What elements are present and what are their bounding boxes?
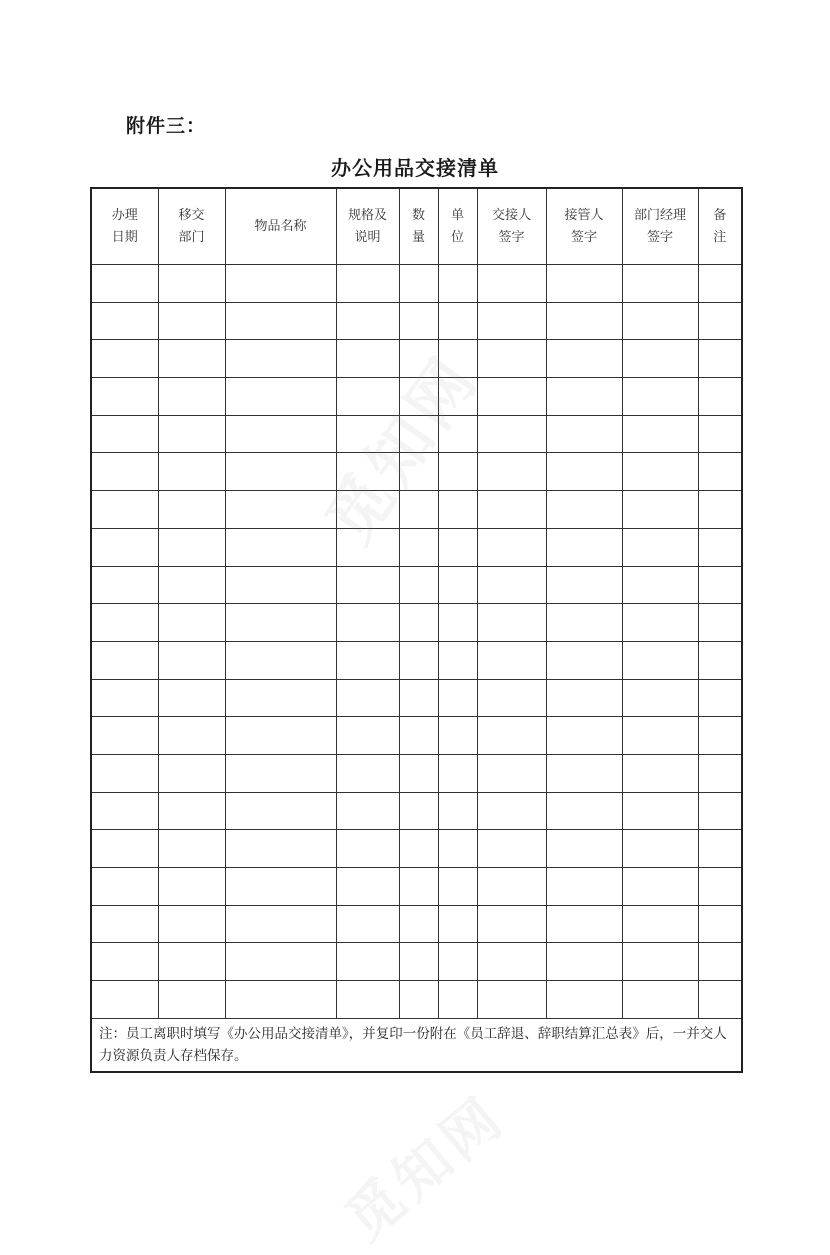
table-cell[interactable] (698, 830, 742, 868)
table-cell[interactable] (622, 981, 698, 1019)
table-row (91, 453, 742, 491)
column-header: 部门经理 签字 (622, 188, 698, 265)
table-cell[interactable] (225, 754, 336, 792)
table-cell[interactable] (399, 943, 438, 981)
table-row (91, 679, 742, 717)
table-cell[interactable] (622, 792, 698, 830)
table-cell[interactable] (225, 604, 336, 642)
table-cell[interactable] (225, 641, 336, 679)
table-cell[interactable] (336, 566, 399, 604)
table-cell[interactable] (399, 679, 438, 717)
table-cell[interactable] (225, 905, 336, 943)
table-cell[interactable] (622, 340, 698, 378)
table-cell[interactable] (438, 340, 477, 378)
table-cell[interactable] (399, 868, 438, 906)
table-row (91, 604, 742, 642)
table-cell[interactable] (698, 302, 742, 340)
table-cell[interactable] (225, 981, 336, 1019)
table-cell[interactable] (336, 981, 399, 1019)
table-row (91, 754, 742, 792)
table-cell[interactable] (438, 830, 477, 868)
table-cell[interactable] (225, 265, 336, 303)
table-cell[interactable] (438, 378, 477, 416)
table-cell[interactable] (225, 378, 336, 416)
table-cell[interactable] (698, 981, 742, 1019)
table-cell[interactable] (546, 868, 622, 906)
handover-table (90, 187, 743, 1073)
table-cell[interactable] (399, 717, 438, 755)
table-cell[interactable] (158, 340, 225, 378)
table-cell[interactable] (438, 604, 477, 642)
table-cell[interactable] (158, 868, 225, 906)
table-cell[interactable] (477, 679, 546, 717)
table-cell[interactable] (399, 604, 438, 642)
table-cell[interactable] (438, 943, 477, 981)
table-cell[interactable] (336, 830, 399, 868)
table-cell[interactable] (546, 830, 622, 868)
table-cell[interactable] (336, 453, 399, 491)
table-cell[interactable] (399, 302, 438, 340)
table-cell[interactable] (336, 528, 399, 566)
watermark-bottom: 觅知网 (333, 1083, 519, 1254)
table-cell[interactable] (336, 415, 399, 453)
table-cell[interactable] (622, 717, 698, 755)
table-cell[interactable] (91, 415, 158, 453)
table-cell[interactable] (225, 566, 336, 604)
table-cell[interactable] (399, 566, 438, 604)
table-cell[interactable] (622, 415, 698, 453)
table-cell[interactable] (698, 528, 742, 566)
table-cell[interactable] (546, 415, 622, 453)
table-cell[interactable] (622, 679, 698, 717)
table-cell[interactable] (91, 265, 158, 303)
table-cell[interactable] (546, 943, 622, 981)
table-cell[interactable] (336, 717, 399, 755)
column-header: 数 量 (399, 188, 438, 265)
table-cell[interactable] (546, 378, 622, 416)
table-cell[interactable] (477, 340, 546, 378)
table-cell[interactable] (622, 453, 698, 491)
table-cell[interactable] (336, 641, 399, 679)
table-cell[interactable] (91, 566, 158, 604)
table-row (91, 528, 742, 566)
table-cell[interactable] (546, 491, 622, 529)
column-header: 物品名称 (225, 188, 336, 265)
table-cell[interactable] (91, 453, 158, 491)
table-cell[interactable] (438, 754, 477, 792)
table-body (91, 265, 742, 1019)
table-cell[interactable] (336, 905, 399, 943)
table-cell[interactable] (225, 491, 336, 529)
table-cell[interactable] (698, 453, 742, 491)
footnote: 注：员工离职时填写《办公用品交接清单》，并复印一份附在《员工辞退、辞职结算汇总表》后，一并交人力资源负责人存档保存。 (91, 1018, 742, 1072)
table-cell[interactable] (477, 302, 546, 340)
table-cell[interactable] (438, 868, 477, 906)
table-row (91, 491, 742, 529)
table-cell[interactable] (622, 830, 698, 868)
table-cell[interactable] (622, 566, 698, 604)
table-cell[interactable] (399, 265, 438, 303)
table-cell[interactable] (438, 981, 477, 1019)
table-cell[interactable] (438, 302, 477, 340)
table-row (91, 981, 742, 1019)
table-cell[interactable] (336, 679, 399, 717)
table-cell[interactable] (438, 415, 477, 453)
table-cell[interactable] (91, 340, 158, 378)
table-cell[interactable] (438, 641, 477, 679)
table-cell[interactable] (225, 830, 336, 868)
column-header: 移交 部门 (158, 188, 225, 265)
table-cell[interactable] (91, 943, 158, 981)
table-header-row (91, 188, 742, 265)
table-cell[interactable] (158, 491, 225, 529)
table-cell[interactable] (336, 792, 399, 830)
document-title: 办公用品交接清单 (331, 156, 499, 180)
table-cell[interactable] (546, 641, 622, 679)
table-cell[interactable] (399, 754, 438, 792)
table-cell[interactable] (438, 491, 477, 529)
table-row (91, 566, 742, 604)
table-cell[interactable] (546, 981, 622, 1019)
table-cell[interactable] (477, 604, 546, 642)
table-cell[interactable] (546, 604, 622, 642)
table-cell[interactable] (91, 792, 158, 830)
table-cell[interactable] (477, 717, 546, 755)
table-cell[interactable] (158, 528, 225, 566)
table-cell[interactable] (158, 453, 225, 491)
table-cell[interactable] (225, 868, 336, 906)
table-row (91, 943, 742, 981)
table-cell[interactable] (698, 641, 742, 679)
table-cell[interactable] (477, 415, 546, 453)
table-cell[interactable] (158, 792, 225, 830)
table-cell[interactable] (91, 491, 158, 529)
table-cell[interactable] (91, 868, 158, 906)
table-cell[interactable] (158, 566, 225, 604)
column-header: 办理 日期 (91, 188, 158, 265)
table-cell[interactable] (91, 302, 158, 340)
table-cell[interactable] (546, 754, 622, 792)
table-cell[interactable] (225, 792, 336, 830)
table-row (91, 641, 742, 679)
table-cell[interactable] (698, 679, 742, 717)
table-cell[interactable] (91, 528, 158, 566)
table-row (91, 265, 742, 303)
table-cell[interactable] (158, 717, 225, 755)
table-cell[interactable] (438, 792, 477, 830)
table-row (91, 378, 742, 416)
table-cell[interactable] (225, 453, 336, 491)
table-cell[interactable] (91, 981, 158, 1019)
table-cell[interactable] (399, 415, 438, 453)
table-cell[interactable] (622, 491, 698, 529)
table-cell[interactable] (225, 340, 336, 378)
table-cell[interactable] (399, 641, 438, 679)
table-cell[interactable] (438, 905, 477, 943)
table-cell[interactable] (336, 754, 399, 792)
table-cell[interactable] (477, 378, 546, 416)
table-cell[interactable] (477, 528, 546, 566)
table-cell[interactable] (622, 943, 698, 981)
table-cell[interactable] (91, 679, 158, 717)
table-cell[interactable] (91, 641, 158, 679)
table-cell[interactable] (438, 717, 477, 755)
table-cell[interactable] (158, 265, 225, 303)
column-header: 交接人 签字 (477, 188, 546, 265)
column-header: 单 位 (438, 188, 477, 265)
table-cell[interactable] (546, 792, 622, 830)
table-cell[interactable] (438, 528, 477, 566)
table-cell[interactable] (698, 717, 742, 755)
table-cell[interactable] (399, 528, 438, 566)
table-cell[interactable] (477, 981, 546, 1019)
table-cell[interactable] (477, 943, 546, 981)
table-cell[interactable] (477, 792, 546, 830)
table-cell[interactable] (546, 265, 622, 303)
table-cell[interactable] (399, 792, 438, 830)
table-cell[interactable] (546, 566, 622, 604)
table-cell[interactable] (477, 453, 546, 491)
table-cell[interactable] (91, 905, 158, 943)
table-cell[interactable] (225, 943, 336, 981)
table-cell[interactable] (698, 792, 742, 830)
table-cell[interactable] (698, 604, 742, 642)
table-cell[interactable] (399, 340, 438, 378)
table-cell[interactable] (698, 566, 742, 604)
table-cell[interactable] (698, 491, 742, 529)
column-header: 接管人 签字 (546, 188, 622, 265)
table-cell[interactable] (477, 491, 546, 529)
table-cell[interactable] (91, 717, 158, 755)
table-cell[interactable] (622, 528, 698, 566)
table-cell[interactable] (438, 566, 477, 604)
table-cell[interactable] (399, 491, 438, 529)
table-cell[interactable] (622, 641, 698, 679)
table-cell[interactable] (158, 378, 225, 416)
table-cell[interactable] (698, 905, 742, 943)
table-row (91, 792, 742, 830)
table-cell[interactable] (698, 868, 742, 906)
table-cell[interactable] (336, 265, 399, 303)
table-cell[interactable] (622, 905, 698, 943)
table-cell[interactable] (158, 905, 225, 943)
table-cell[interactable] (158, 981, 225, 1019)
table-cell[interactable] (546, 717, 622, 755)
table-cell[interactable] (698, 415, 742, 453)
table-cell[interactable] (698, 265, 742, 303)
table-cell[interactable] (622, 265, 698, 303)
table-cell[interactable] (698, 378, 742, 416)
table-cell[interactable] (477, 905, 546, 943)
table-cell[interactable] (399, 830, 438, 868)
table-cell[interactable] (336, 340, 399, 378)
table-row (91, 415, 742, 453)
table-row (91, 302, 742, 340)
note-row (91, 1018, 742, 1072)
table-cell[interactable] (225, 302, 336, 340)
table-cell[interactable] (477, 830, 546, 868)
table-cell[interactable] (158, 641, 225, 679)
table-cell[interactable] (622, 302, 698, 340)
table-cell[interactable] (546, 528, 622, 566)
table-cell[interactable] (91, 754, 158, 792)
table-row (91, 340, 742, 378)
table-cell[interactable] (336, 378, 399, 416)
table-row (91, 830, 742, 868)
table-cell[interactable] (336, 943, 399, 981)
table-cell[interactable] (477, 265, 546, 303)
table-row (91, 868, 742, 906)
table-cell[interactable] (91, 378, 158, 416)
annex-label: 附件三： (126, 115, 207, 137)
table-cell[interactable] (158, 754, 225, 792)
table-cell[interactable] (158, 943, 225, 981)
table-cell[interactable] (91, 604, 158, 642)
table-cell[interactable] (622, 604, 698, 642)
table-cell[interactable] (622, 754, 698, 792)
table-cell[interactable] (158, 604, 225, 642)
table-cell[interactable] (91, 830, 158, 868)
table-cell[interactable] (438, 453, 477, 491)
table-cell[interactable] (477, 868, 546, 906)
table-cell[interactable] (336, 604, 399, 642)
table-cell[interactable] (546, 679, 622, 717)
table-cell[interactable] (399, 378, 438, 416)
table-cell[interactable] (698, 943, 742, 981)
table-cell[interactable] (158, 302, 225, 340)
table-cell[interactable] (546, 340, 622, 378)
table-cell[interactable] (546, 302, 622, 340)
table-cell[interactable] (546, 453, 622, 491)
table-cell[interactable] (158, 679, 225, 717)
column-header: 规格及 说明 (336, 188, 399, 265)
table-cell[interactable] (158, 830, 225, 868)
table-cell[interactable] (477, 566, 546, 604)
table-row (91, 717, 742, 755)
table-cell[interactable] (336, 302, 399, 340)
column-header: 备 注 (698, 188, 742, 265)
table-cell[interactable] (477, 641, 546, 679)
table-cell[interactable] (399, 453, 438, 491)
table-cell[interactable] (225, 528, 336, 566)
table-cell[interactable] (546, 905, 622, 943)
table-cell[interactable] (438, 679, 477, 717)
table-cell[interactable] (336, 868, 399, 906)
table-cell[interactable] (399, 905, 438, 943)
watermark: 觅知网 (312, 341, 494, 557)
table-cell[interactable] (698, 340, 742, 378)
table-cell[interactable] (477, 754, 546, 792)
table-cell[interactable] (225, 717, 336, 755)
table-cell[interactable] (225, 415, 336, 453)
table-cell[interactable] (698, 754, 742, 792)
table-cell[interactable] (622, 378, 698, 416)
table-row (91, 905, 742, 943)
table-cell[interactable] (225, 679, 336, 717)
table-cell[interactable] (158, 415, 225, 453)
table-cell[interactable] (438, 265, 477, 303)
table-cell[interactable] (399, 981, 438, 1019)
table-cell[interactable] (622, 868, 698, 906)
table-cell[interactable] (336, 491, 399, 529)
